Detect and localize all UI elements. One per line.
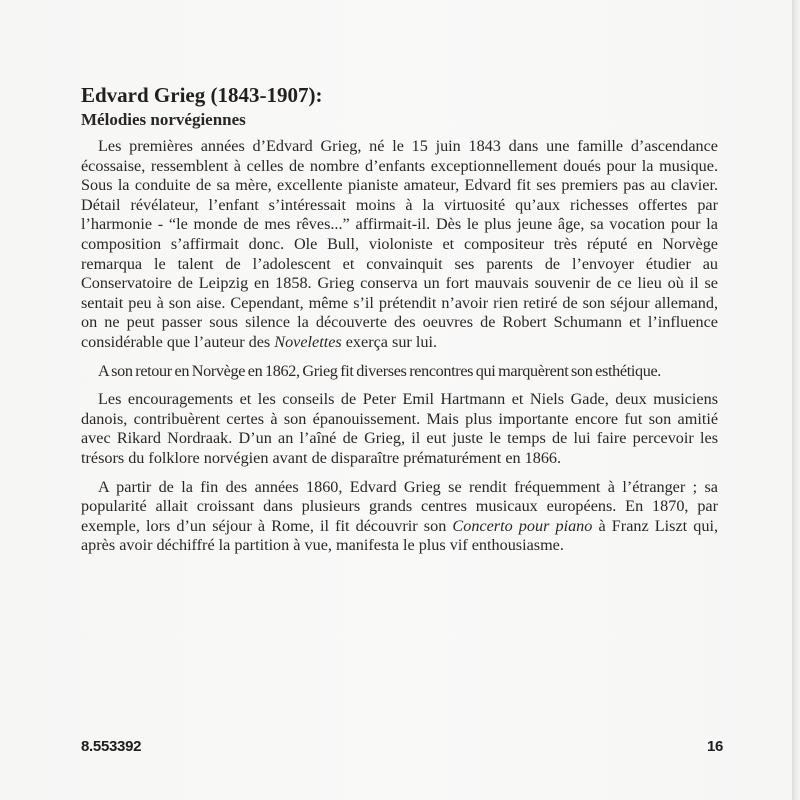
work-title-concerto: Concerto pour piano: [452, 516, 593, 535]
page-number: 16: [707, 738, 724, 755]
catalog-number: 8.553392: [81, 738, 142, 755]
paragraph-4-text-end: à Franz Liszt qui, après avoir déchiffré la partition à vue, manifesta le plus vif enthousiasme.: [81, 516, 719, 555]
work-title-novelettes: Novelettes: [274, 332, 342, 351]
paragraph-1-text-end: exerça sur lui.: [341, 332, 437, 351]
paragraph-4: [81, 478, 718, 556]
article-title: Edvard Grieg (1843-1907):: [81, 83, 323, 107]
page-edge: [792, 0, 800, 800]
paragraph-2: A son retour en Norvège en 1862, Grieg fit diverses rencontres qui marquèrent son esthétique.: [98, 361, 662, 380]
article-subtitle: Mélodies norvégiennes: [81, 110, 246, 129]
paragraph-4-text: A partir de la fin des années 1860, Edvard Grieg se rendit fréquemment à l’étranger ; sa popularité allait croissant dans plusieurs grands centres musicaux européens. En 1870, par exemple, lors d’un séjour à Rome, il fit découvrir son: [81, 477, 718, 535]
article: [81, 84, 718, 556]
paragraph-3: Les encouragements et les conseils de Peter Emil Hartmann et Niels Gade, deux musiciens danois, contribuèrent certes à son épanouissement. Mais plus importante encore fut son amitié avec Rikard Nordraak. D’un an l’aîné de Grieg, il eut juste le temps de lui faire percevoir les trésors du folklore norvégien avant de disparaître prématurément en 1866.: [81, 390, 718, 467]
paragraph-1: [81, 137, 718, 353]
paragraph-1-text: Les premières années d’Edvard Grieg, né le 15 juin 1843 dans une famille d’ascendance écossaise, ressemblent à celles de nombre d’enfants exceptionnellement doués pour la musique. Sous la conduite de sa mère, excellente pianiste amateur, Edvard fit ses premiers pas au clavier. Détail révélateur, l’enfant s’intéressait moins à la virtuosité qu’aux richesses offertes par l’harmonie - “le monde de mes rêves...” affirmait-il. Dès le plus jeune âge, sa vocation pour la composition s’affirmait donc. Ole Bull, violoniste et compositeur très réputé en Norvège remarqua le talent de l’adolescent et convainquit ses parents de l’envoyer étudier au Conservatoire de Leipzig en 1858. Grieg conserva un fort mauvais souvenir de ce lieu où il se sentait peu à son aise. Cependant, même s’il prétendit n’avoir rien retiré de son séjour allemand, on ne peut passer sous silence la découverte des oeuvres de Robert Schumann et l’influence considérable que l’auteur des: [81, 137, 718, 351]
